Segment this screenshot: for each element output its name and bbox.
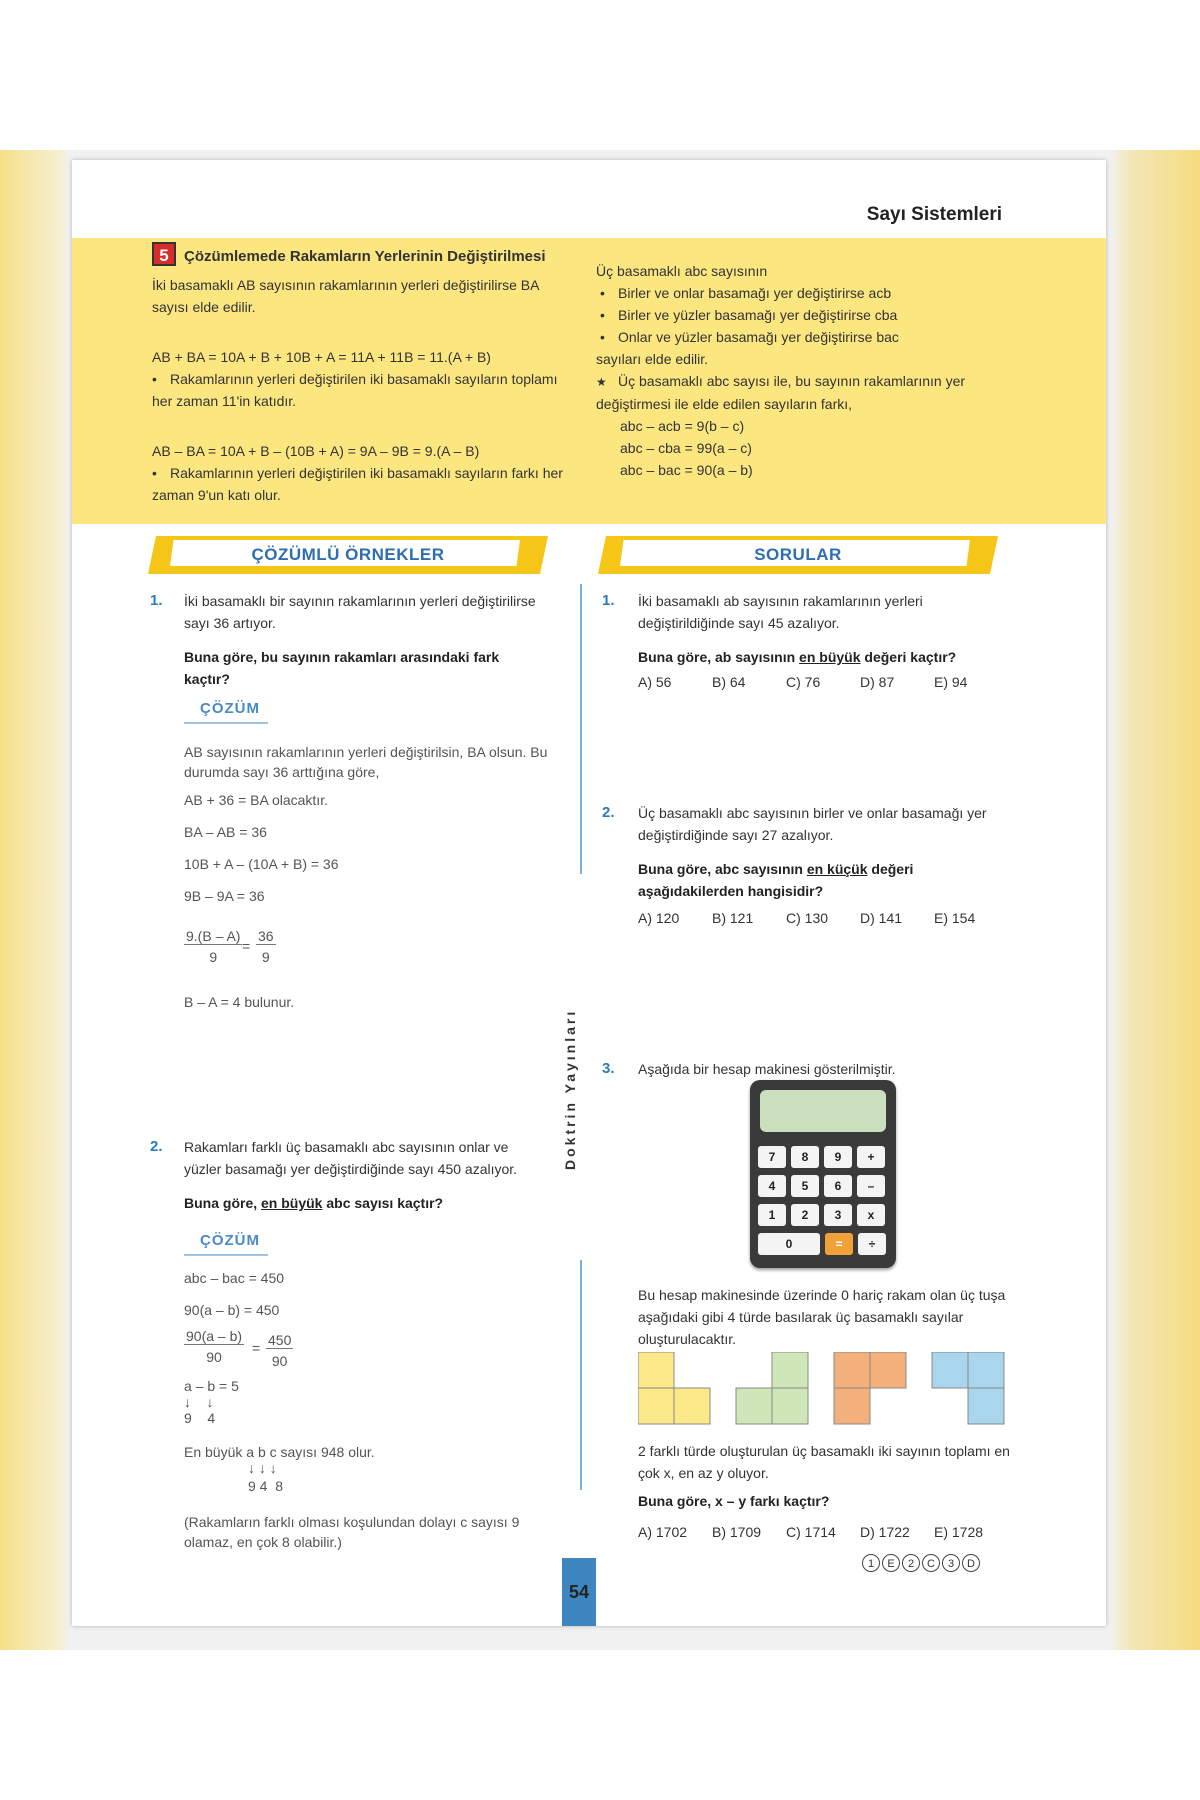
example-1 xyxy=(184,590,546,690)
question-1-number: 1. xyxy=(602,592,615,609)
question-2 xyxy=(638,802,1010,902)
solution-line: BA – AB = 36 xyxy=(184,824,267,840)
calculator-key: 2 xyxy=(791,1204,819,1226)
info-equation-diff: AB – BA = 10A + B – (10B + A) = 9A – 9B = 9.(A – B) xyxy=(152,443,480,459)
column-divider-top xyxy=(580,584,582,874)
example-2-fraction-right: $\frac{450}{90}$ xyxy=(268,1332,292,1369)
info-left-column xyxy=(152,242,572,506)
info-right-bullet-3: • Onlar ve yüzler basamağı yer değiştirirse bac xyxy=(596,326,1026,348)
info-bullet-diff: • Rakamlarının yerleri değiştirilen iki basamaklı sayıların farkı her zaman 9'un katı olur. xyxy=(152,462,572,506)
info-right-bullet-2: • Birler ve yüzler basamağı yer değiştirirse cba xyxy=(596,304,1026,326)
publisher-side-label: Doktrin Yayınları xyxy=(562,1008,578,1170)
calculator-key: + xyxy=(857,1146,885,1168)
option-e[interactable]: E) 154 xyxy=(934,910,976,926)
examples-banner-label: ÇÖZÜMLÜ ÖRNEKLER xyxy=(251,545,445,564)
calculator-key: 3 xyxy=(824,1204,852,1226)
solution-line: AB sayısının rakamlarının yerleri değiştirilsin, BA olsun. Bu durumda sayı 36 arttığına göre, xyxy=(184,744,548,780)
option-a[interactable]: A) 120 xyxy=(638,910,680,926)
calculator-key: 1 xyxy=(758,1204,786,1226)
calculator-key: 6 xyxy=(824,1175,852,1197)
example-2-fraction-equals: = xyxy=(252,1340,261,1356)
example-1-fraction-right: $\frac{36}{9}$ xyxy=(258,928,274,965)
section-number: 5 xyxy=(152,242,176,266)
example-1-question: Buna göre, bu sayının rakamları arasındaki fark kaçtır? xyxy=(184,649,500,687)
option-c[interactable]: C) 76 xyxy=(786,674,821,690)
question-3-number: 3. xyxy=(602,1060,615,1077)
shape-type-3 xyxy=(834,1352,906,1424)
section-title: Çözümlemede Rakamların Yerlerinin Değiştirilmesi xyxy=(184,248,546,265)
question-3-text: Aşağıda bir hesap makinesi gösterilmiştir. xyxy=(638,1061,896,1077)
option-c[interactable]: C) 1714 xyxy=(786,1524,836,1540)
example-2-arrows-1: ↓ ↓ xyxy=(184,1394,214,1410)
example-2-cozum-underline xyxy=(184,1254,268,1256)
answer-key-item: C xyxy=(922,1554,940,1572)
questions-banner-label: SORULAR xyxy=(754,545,842,564)
solution-line: AB + 36 = BA olacaktır. xyxy=(184,792,328,808)
info-formula-1: abc – acb = 9(b – c) xyxy=(620,418,745,434)
option-b[interactable]: B) 64 xyxy=(712,674,746,690)
info-bullet-sum: • Rakamlarının yerleri değiştirilen iki basamaklı sayıların toplamı her zaman 11'in katıdır. xyxy=(152,368,572,412)
calculator-key: – xyxy=(857,1175,885,1197)
example-1-result: B – A = 4 bulunur. xyxy=(184,994,295,1010)
answer-key-item: E xyxy=(882,1554,900,1572)
option-a[interactable]: A) 1702 xyxy=(638,1524,688,1540)
question-1 xyxy=(638,590,1010,668)
example-2-text: Rakamları farklı üç basamaklı abc sayısının onlar ve yüzler basamağı yer değiştirdiğinde sayı 450 azalıyor. xyxy=(184,1139,518,1177)
option-d[interactable]: D) 1722 xyxy=(860,1524,910,1540)
question-2-number: 2. xyxy=(602,804,615,821)
example-2-arrows-2: ↓ ↓ ↓ xyxy=(248,1460,277,1476)
column-divider-bottom xyxy=(580,1260,582,1490)
page-title: Sayı Sistemleri xyxy=(866,204,1002,225)
calculator-key: 8 xyxy=(791,1146,819,1168)
question-3-question: Buna göre, x – y farkı kaçtır? xyxy=(638,1493,830,1509)
example-2-line-3: a – b = 5 xyxy=(184,1378,239,1394)
example-1-fraction-equals: = xyxy=(242,938,251,954)
question-1-question: Buna göre, ab sayısının en büyük değeri kaçtır? xyxy=(638,649,957,665)
option-e[interactable]: E) 1728 xyxy=(934,1524,984,1540)
question-3-condition: 2 farklı türde oluşturulan üç basamaklı iki sayının toplamı en çok x, en az y oluyor. xyxy=(638,1443,1010,1481)
shape-type-4 xyxy=(932,1352,1004,1424)
info-right-intro: Üç basamaklı abc sayısının xyxy=(596,263,768,279)
info-star-note: ★ Üç basamaklı abc sayısı ile, bu sayının rakamlarının yer değiştirmesi ile elde edilen sayıların farkı, xyxy=(596,370,1026,415)
question-2-text: Üç basamaklı abc sayısının birler ve onlar basamağı yer değiştirdiğinde sayı 27 azalıyor. xyxy=(638,805,987,843)
examples-banner xyxy=(148,536,548,574)
question-1-text: İki basamaklı ab sayısının rakamlarının yerleri değiştirildiğinde sayı 45 azalıyor. xyxy=(638,593,923,631)
question-3-description: Bu hesap makinesinde üzerinde 0 hariç rakam olan üç tuşa aşağıdaki gibi 4 türde basılarak üç basamaklı sayılar oluşturulacaktır. xyxy=(638,1287,1006,1347)
example-2 xyxy=(184,1136,546,1214)
question-2-options xyxy=(638,910,975,926)
answer-key-item: 1 xyxy=(862,1554,880,1572)
option-c[interactable]: C) 130 xyxy=(786,910,829,926)
option-a[interactable]: A) 56 xyxy=(638,674,672,690)
example-2-cozum-label: ÇÖZÜM xyxy=(200,1232,260,1249)
answer-key-item: 3 xyxy=(942,1554,960,1572)
calculator-key: ÷ xyxy=(858,1233,886,1255)
solution-line: 9B – 9A = 36 xyxy=(184,888,265,904)
info-intro: İki basamaklı AB sayısının rakamlarının yerleri değiştirilirse BA sayısı elde edilir. xyxy=(152,277,539,315)
solution-line: 10B + A – (10A + B) = 36 xyxy=(184,856,339,872)
example-2-question: Buna göre, en büyük abc sayısı kaçtır? xyxy=(184,1195,444,1211)
calculator-display xyxy=(760,1090,886,1132)
example-2-line-1: abc – bac = 450 xyxy=(184,1270,285,1286)
example-2-digits-2: 9 4 8 xyxy=(248,1478,284,1494)
answer-key-item: D xyxy=(962,1554,980,1572)
info-right-bullet-1: • Birler ve onlar basamağı yer değiştirirse acb xyxy=(596,282,1026,304)
textbook-page xyxy=(72,160,1106,1626)
example-2-fraction-left: $\frac{90(a - b)}{90}$ xyxy=(186,1328,243,1365)
example-2-line-4: En büyük a b c sayısı 948 olur. xyxy=(184,1444,375,1460)
option-b[interactable]: B) 1709 xyxy=(712,1524,762,1540)
calculator-illustration xyxy=(750,1080,896,1268)
option-d[interactable]: D) 87 xyxy=(860,674,895,690)
answer-key-item: 2 xyxy=(902,1554,920,1572)
calculator-key: x xyxy=(857,1204,885,1226)
calculator-key: = xyxy=(825,1233,853,1255)
question-2-question: Buna göre, abc sayısının en küçük değeri aşağıdakilerden hangisidir? xyxy=(638,861,914,899)
example-2-note: (Rakamların farklı olması koşulundan dolayı c sayısı 9 olamaz, en çok 8 olabilir.) xyxy=(184,1514,520,1550)
page-number: 54 xyxy=(562,1558,596,1626)
info-right-outro: sayıları elde edilir. xyxy=(596,351,709,367)
info-equation-sum: AB + BA = 10A + B + 10B + A = 11A + 11B = 11.(A + B) xyxy=(152,349,491,365)
info-box xyxy=(72,238,1106,524)
example-1-number: 1. xyxy=(150,592,163,609)
example-1-text: İki basamaklı bir sayının rakamlarının yerleri değiştirilirse sayı 36 artıyor. xyxy=(184,593,536,631)
calculator-key: 5 xyxy=(791,1175,819,1197)
example-1-cozum-label: ÇÖZÜM xyxy=(200,700,260,717)
example-2-number: 2. xyxy=(150,1138,163,1155)
calculator-key: 4 xyxy=(758,1175,786,1197)
answer-key xyxy=(862,1554,980,1572)
calculator-key: 7 xyxy=(758,1146,786,1168)
shape-type-2 xyxy=(736,1352,808,1424)
example-2-digits-1: 9 4 xyxy=(184,1410,216,1426)
option-d[interactable]: D) 141 xyxy=(860,910,903,926)
key-press-shapes xyxy=(638,1352,1028,1428)
info-formula-3: abc – bac = 90(a – b) xyxy=(620,462,753,478)
example-1-fraction-left: $\frac{9.(B - A)}{9}$ xyxy=(186,928,241,965)
example-1-solution xyxy=(184,742,554,906)
option-e[interactable]: E) 94 xyxy=(934,674,968,690)
questions-banner xyxy=(598,536,998,574)
question-1-options xyxy=(638,674,967,690)
info-formula-2: abc – cba = 99(a – c) xyxy=(620,440,752,456)
calculator-key: 9 xyxy=(824,1146,852,1168)
example-1-cozum-underline xyxy=(184,722,268,724)
shape-type-1 xyxy=(638,1352,710,1424)
option-b[interactable]: B) 121 xyxy=(712,910,754,926)
example-2-line-2: 90(a – b) = 450 xyxy=(184,1302,280,1318)
question-3-options xyxy=(638,1524,983,1540)
calculator-key: 0 xyxy=(758,1233,820,1255)
info-right-column xyxy=(596,260,1026,481)
